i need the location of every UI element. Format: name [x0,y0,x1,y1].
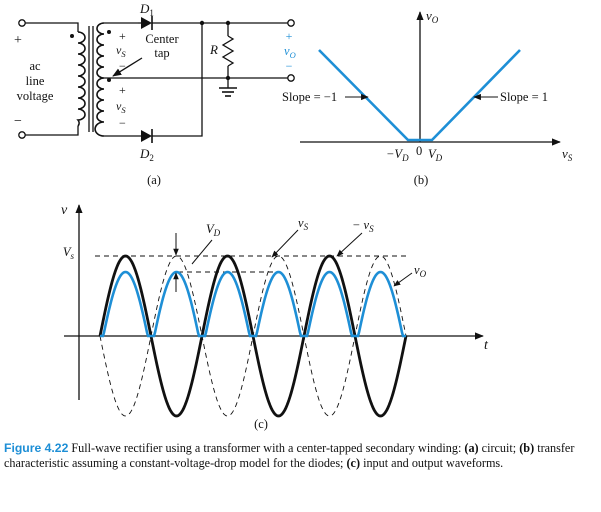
caption-text-4: input and output waveforms. [363,456,504,470]
pos-vd-label: $V_D$ [428,147,443,163]
sec-minus-1: − [119,59,126,73]
caption-text-2: circuit; [481,441,517,455]
diode-d2 [141,130,152,142]
primary-coil [78,32,85,126]
primary-terminal-bottom [19,132,25,138]
sec-plus-1: + [119,29,126,43]
source-label-voltage: voltage [16,89,54,103]
d1-label: $D_1$ [140,1,154,18]
neg-vs-curve-label: − $v_S$ [352,218,374,234]
center-tap-arrow [113,58,142,76]
panel-b-label: (b) [413,173,429,187]
primary-plus-label: + [14,33,22,48]
slope-left-label: Slope = −1 [282,90,338,104]
origin-label: 0 [416,144,423,158]
neg-vd-label: $-V_D$ [386,147,409,163]
output-terminal-bottom [288,75,294,81]
vd-label: $V_D$ [206,222,221,238]
caption-text-3: transfer characteristic assuming a constant-voltage-drop model for the diodes; [4,441,575,470]
panel-c-label: (c) [254,417,268,431]
transfer-y-label: $v_O$ [426,8,439,25]
waveform-y-label: v [61,203,68,218]
sec-plus-2: + [119,83,126,97]
vs-upper-label: $v_S$ [116,43,126,59]
vd-leader [192,240,212,264]
caption-tag-c: (c) [346,456,361,470]
primary-dot [70,34,74,38]
vo-curve-label: $v_O$ [414,263,427,279]
source-label-ac: ac [29,59,41,73]
secondary-dot-top [107,30,111,34]
vo-pointer [394,273,412,286]
panel-a-label: (a) [147,173,161,187]
secondary-coil [95,23,104,136]
caption-tag-a: (a) [464,441,479,455]
primary-minus-label: − [14,114,22,129]
resistor-label: R [210,42,218,57]
primary-wire-top [25,23,78,32]
output-terminal-top [288,20,294,26]
vs-peak-label: $V_s$ [62,245,74,261]
primary-terminal-top [19,20,25,26]
transfer-characteristic [282,8,573,187]
center-tap-label-2: tap [154,46,170,60]
vo-label: $v_O$ [284,44,296,60]
vs-curve-label: $v_S$ [298,216,309,232]
transfer-x-label: $v_S$ [562,146,573,163]
vs-lower-label: $v_S$ [116,99,126,115]
figure-caption [4,441,594,471]
caption-text-1: Full-wave rectifier using a transformer with a center-tapped secondary winding: [71,441,462,455]
vs-pointer [272,230,298,257]
sec-minus-2: − [119,116,126,130]
caption-figure-number: Figure 4.22 [4,441,69,455]
out-plus-label: + [285,29,293,43]
slope-right-label: Slope = 1 [500,90,549,104]
vo-curve [100,272,406,336]
source-label-line: line [25,74,45,88]
waveforms-plot [61,203,489,431]
primary-wire-bottom [25,126,78,135]
neg-vs-pointer [337,233,362,256]
d2-label: $D_2$ [140,146,154,163]
caption-tag-b: (b) [519,441,535,455]
junction-top-left [200,21,204,25]
waveform-t-label: t [484,338,488,353]
out-minus-label: − [285,59,293,73]
circuit-labels [14,1,296,187]
diode-d1 [141,17,152,29]
resistor-r [223,36,233,66]
center-tap-label-1: Center [145,32,179,46]
